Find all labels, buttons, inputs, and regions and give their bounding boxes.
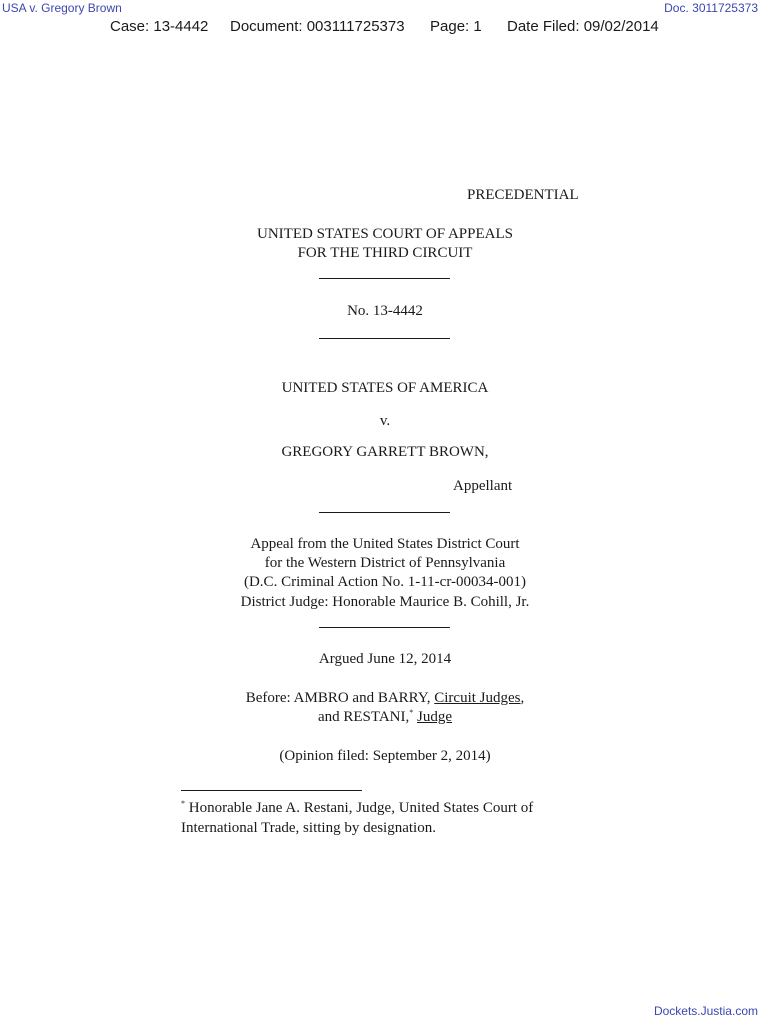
doc-number-link[interactable]: Doc. 3011725373 xyxy=(664,1,758,15)
divider-rule xyxy=(319,278,450,279)
versus-label: v. xyxy=(379,413,391,429)
plaintiff-name: UNITED STATES OF AMERICA xyxy=(281,380,489,396)
footnote-line2: International Trade, sitting by designation. xyxy=(181,820,436,836)
panel-line1 xyxy=(0,690,770,707)
appeal-line: for the Western District of Pennsylvania xyxy=(264,555,506,571)
appeal-line: District Judge: Honorable Maurice B. Cohill, Jr. xyxy=(240,594,530,610)
source-link[interactable]: Dockets.Justia.com xyxy=(653,1004,758,1018)
footnote-marker: * xyxy=(181,799,185,808)
appeal-line: (D.C. Criminal Action No. 1-11-cr-00034-001) xyxy=(243,574,526,590)
case-title-link[interactable]: USA v. Gregory Brown xyxy=(2,1,122,15)
divider-rule xyxy=(319,338,450,339)
docket-number: No. 13-4442 xyxy=(347,303,423,319)
panel-judge-restani: and RESTANI, xyxy=(317,709,410,725)
opinion-filed-date: (Opinion filed: September 2, 2014) xyxy=(279,748,491,764)
footnote-marker[interactable]: * xyxy=(409,708,414,717)
document-number: Document: 003111725373 xyxy=(230,18,405,35)
court-name-line1: UNITED STATES COURT OF APPEALS xyxy=(257,226,513,242)
panel-suffix: , xyxy=(520,690,525,706)
court-name-line2: FOR THE THIRD CIRCUIT xyxy=(297,245,473,261)
footnote-line1 xyxy=(181,800,533,817)
appeal-line: Appeal from the United States District Court xyxy=(250,536,520,552)
footnote-text: Honorable Jane A. Restani, Judge, United States Court of xyxy=(185,800,534,816)
panel-title-judge: Judge xyxy=(417,709,453,725)
case-number: Case: 13-4442 xyxy=(110,18,209,35)
divider-rule xyxy=(319,512,450,513)
divider-rule xyxy=(319,627,450,628)
panel-line2 xyxy=(0,709,770,726)
argued-date: Argued June 12, 2014 xyxy=(318,651,452,667)
footnote-separator xyxy=(181,790,362,791)
precedential-label: PRECEDENTIAL xyxy=(467,187,579,203)
date-filed: Date Filed: 09/02/2014 xyxy=(507,18,659,35)
page-number: Page: 1 xyxy=(430,18,482,35)
panel-title-circuit-judges: Circuit Judges xyxy=(434,690,521,706)
defendant-name: GREGORY GARRETT BROWN, xyxy=(281,444,489,460)
defendant-role: Appellant xyxy=(453,478,513,494)
panel-prefix: Before: AMBRO and BARRY, xyxy=(245,690,435,706)
